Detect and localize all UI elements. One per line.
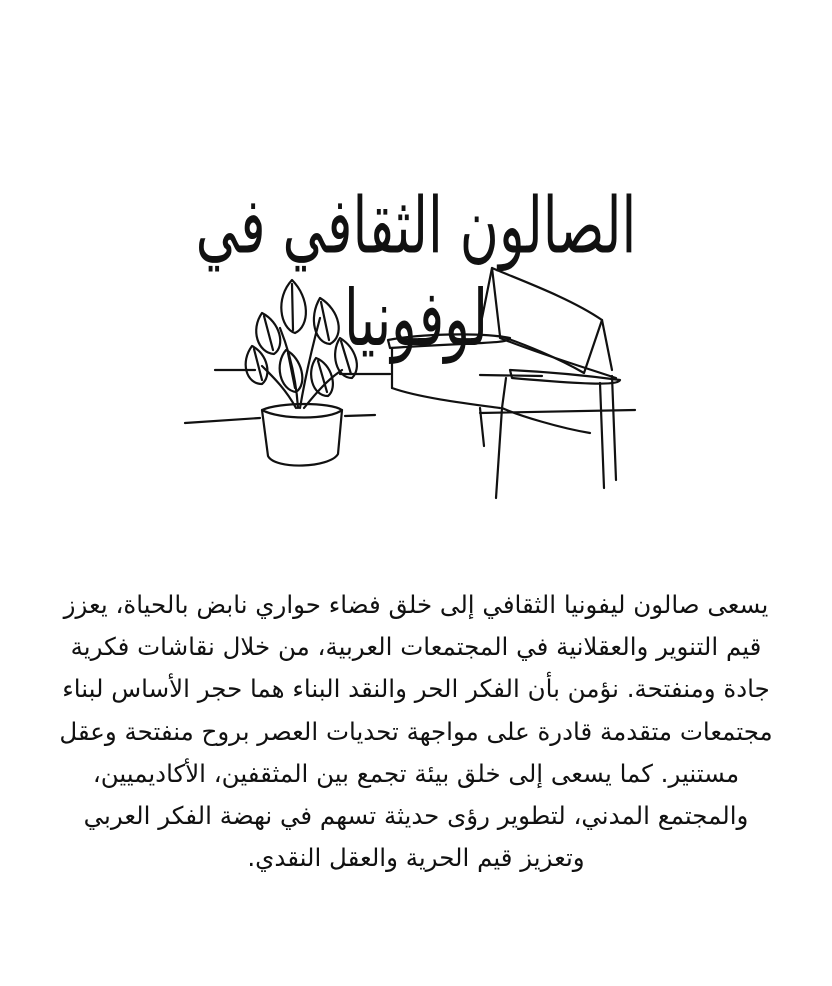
floor-line-front xyxy=(185,410,635,423)
page-title: الصالون الثقافي في لوفونيا xyxy=(195,179,637,364)
chair-armrest-left xyxy=(388,334,510,348)
description-paragraph: يسعى صالون ليفونيا الثقافي إلى خلق فضاء حواري نابض بالحياة، يعزز قيم التنوير والعقلانية في المجتمعات العربية، من خلال نقاشات فكرية جادة ومنفتحة. نؤمن بأن الفكر الحر والنقد البناء هما حجر الأساس لبناء مجتمعات متقدمة قادرة على مواجهة تحديات العصر بروح منفتحة وعقل مستنير. كما يسعى إلى خلق بيئة تجمع بين المثقفين، الأكاديميين، والمجتمع المدني، لتطوير رؤى حديثة تسهم في نهضة الفكر العربي وتعزيز قيم الحرية والعقل النقدي. xyxy=(59,590,773,873)
chair-and-plant-icon xyxy=(180,258,650,508)
pot-icon xyxy=(262,404,342,466)
chair-backrest xyxy=(492,268,602,373)
floor-line-back xyxy=(215,370,542,376)
